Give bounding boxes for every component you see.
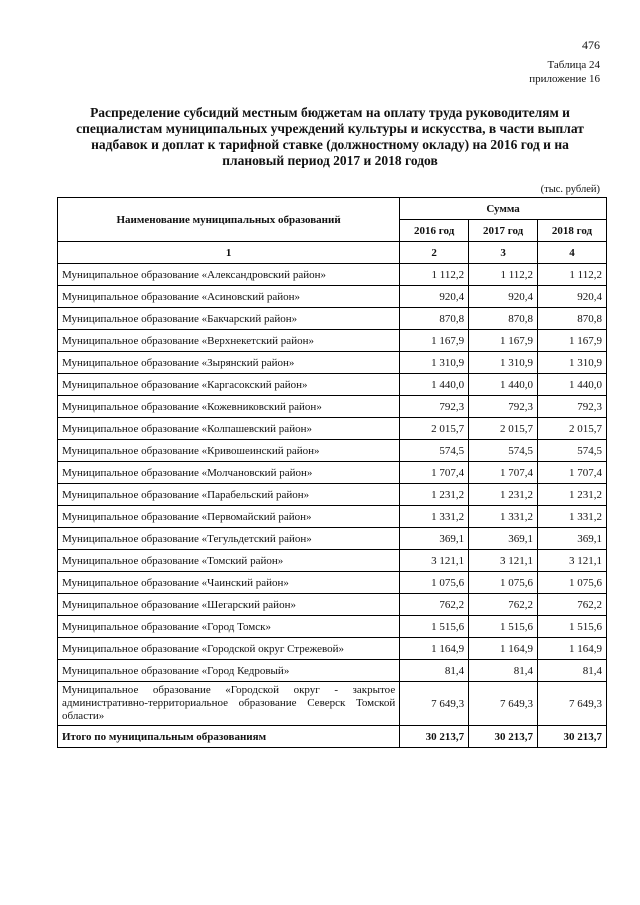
amount-2018: 870,8 [538,308,607,330]
amount-2016: 81,4 [400,660,469,682]
amount-2018: 369,1 [538,528,607,550]
amount-2016: 1 310,9 [400,352,469,374]
amount-2018: 2 015,7 [538,418,607,440]
amount-2017: 1 440,0 [469,374,538,396]
municipality-name: Муниципальное образование «Томский район» [58,550,400,572]
header-sum: Сумма [400,198,607,220]
amount-2018: 1 075,6 [538,572,607,594]
municipality-name: Муниципальное образование «Молчановский район» [58,462,400,484]
amount-2017: 1 075,6 [469,572,538,594]
amount-2017: 81,4 [469,660,538,682]
subsidy-table [57,197,607,748]
header-year-2018: 2018 год [538,220,607,242]
header-year-2016: 2016 год [400,220,469,242]
amount-2017: 7 649,3 [469,682,538,726]
column-index: 4 [538,242,607,264]
header-year-2017: 2017 год [469,220,538,242]
table-row [58,462,607,484]
table-row [58,572,607,594]
amount-2016: 920,4 [400,286,469,308]
municipality-name: Муниципальное образование «Городской округ Стрежевой» [58,638,400,660]
table-row [58,594,607,616]
amount-2016: 870,8 [400,308,469,330]
total-row [58,726,607,748]
table-row [58,396,607,418]
municipality-name: Муниципальное образование «Верхнекетский район» [58,330,400,352]
amount-2018: 7 649,3 [538,682,607,726]
table-reference [529,58,600,86]
table-row [58,440,607,462]
total-2017: 30 213,7 [469,726,538,748]
municipality-name: Муниципальное образование «Каргасокский район» [58,374,400,396]
amount-2016: 574,5 [400,440,469,462]
table-row [58,682,607,726]
table-row [58,286,607,308]
amount-2016: 369,1 [400,528,469,550]
header-name: Наименование муниципальных образований [58,198,400,242]
amount-2016: 1 515,6 [400,616,469,638]
amount-2018: 1 231,2 [538,484,607,506]
amount-2018: 81,4 [538,660,607,682]
amount-2017: 870,8 [469,308,538,330]
amount-2016: 1 112,2 [400,264,469,286]
amount-2018: 3 121,1 [538,550,607,572]
table-row [58,506,607,528]
amount-2018: 574,5 [538,440,607,462]
amount-2017: 1 331,2 [469,506,538,528]
table-row [58,418,607,440]
amount-2018: 762,2 [538,594,607,616]
amount-2018: 792,3 [538,396,607,418]
amount-2017: 920,4 [469,286,538,308]
appendix-label: приложение 16 [529,73,600,85]
amount-2017: 3 121,1 [469,550,538,572]
amount-2017: 1 231,2 [469,484,538,506]
municipality-name: Муниципальное образование «Зырянский район» [58,352,400,374]
table-row [58,374,607,396]
amount-2016: 2 015,7 [400,418,469,440]
amount-2016: 1 707,4 [400,462,469,484]
amount-2018: 920,4 [538,286,607,308]
table-label: Таблица 24 [547,59,600,71]
amount-2018: 1 112,2 [538,264,607,286]
document-title: Распределение субсидий местным бюджетам на оплату труда руководителям и специалистам муниципальных учреждений культуры и искусства, в части выплат надбавок и доплат к тарифной ставке (должностному окладу) на 2016 год и на плановый период 2017 и 2018 годов [76,105,584,168]
total-2016: 30 213,7 [400,726,469,748]
amount-2016: 1 440,0 [400,374,469,396]
total-2018: 30 213,7 [538,726,607,748]
amount-2016: 1 331,2 [400,506,469,528]
amount-2016: 1 231,2 [400,484,469,506]
amount-2018: 1 440,0 [538,374,607,396]
amount-2016: 3 121,1 [400,550,469,572]
municipality-name: Муниципальное образование «Тегульдетский район» [58,528,400,550]
amount-2016: 792,3 [400,396,469,418]
amount-2017: 1 164,9 [469,638,538,660]
municipality-name: Муниципальное образование «Кожевниковский район» [58,396,400,418]
municipality-name: Муниципальное образование «Бакчарский район» [58,308,400,330]
municipality-name: Муниципальное образование «Чаинский район» [58,572,400,594]
amount-2017: 2 015,7 [469,418,538,440]
table-row [58,550,607,572]
amount-2017: 792,3 [469,396,538,418]
amount-2018: 1 515,6 [538,616,607,638]
table-row [58,616,607,638]
amount-2016: 1 164,9 [400,638,469,660]
municipality-name: Муниципальное образование «Асиновский район» [58,286,400,308]
municipality-name: Муниципальное образование «Колпашевский район» [58,418,400,440]
municipality-name: Муниципальное образование «Городской округ - закрытое административно-территориальное образование Северск Томской области» [58,682,400,726]
amount-2017: 1 515,6 [469,616,538,638]
amount-2016: 1 075,6 [400,572,469,594]
municipality-name: Муниципальное образование «Парабельский район» [58,484,400,506]
table-row [58,308,607,330]
page-number: 476 [582,38,600,52]
amount-2017: 1 167,9 [469,330,538,352]
amount-2016: 762,2 [400,594,469,616]
total-label: Итого по муниципальным образованиям [58,726,400,748]
municipality-name: Муниципальное образование «Первомайский район» [58,506,400,528]
amount-2018: 1 164,9 [538,638,607,660]
table-row [58,352,607,374]
amount-2017: 574,5 [469,440,538,462]
table-row [58,264,607,286]
amount-2018: 1 167,9 [538,330,607,352]
municipality-name: Муниципальное образование «Город Кедровый» [58,660,400,682]
amount-2017: 1 112,2 [469,264,538,286]
table-row [58,330,607,352]
column-index: 3 [469,242,538,264]
municipality-name: Муниципальное образование «Город Томск» [58,616,400,638]
amount-2017: 1 707,4 [469,462,538,484]
table-row [58,528,607,550]
municipality-name: Муниципальное образование «Александровский район» [58,264,400,286]
column-index: 1 [58,242,400,264]
amount-2018: 1 331,2 [538,506,607,528]
amount-2016: 7 649,3 [400,682,469,726]
municipality-name: Муниципальное образование «Кривошеинский район» [58,440,400,462]
table-row [58,484,607,506]
column-index: 2 [400,242,469,264]
table-row [58,660,607,682]
amount-2018: 1 310,9 [538,352,607,374]
amount-2017: 369,1 [469,528,538,550]
municipality-name: Муниципальное образование «Шегарский район» [58,594,400,616]
amount-2018: 1 707,4 [538,462,607,484]
amount-2016: 1 167,9 [400,330,469,352]
units-label: (тыс. рублей) [540,184,600,195]
amount-2017: 762,2 [469,594,538,616]
table-row [58,638,607,660]
amount-2017: 1 310,9 [469,352,538,374]
